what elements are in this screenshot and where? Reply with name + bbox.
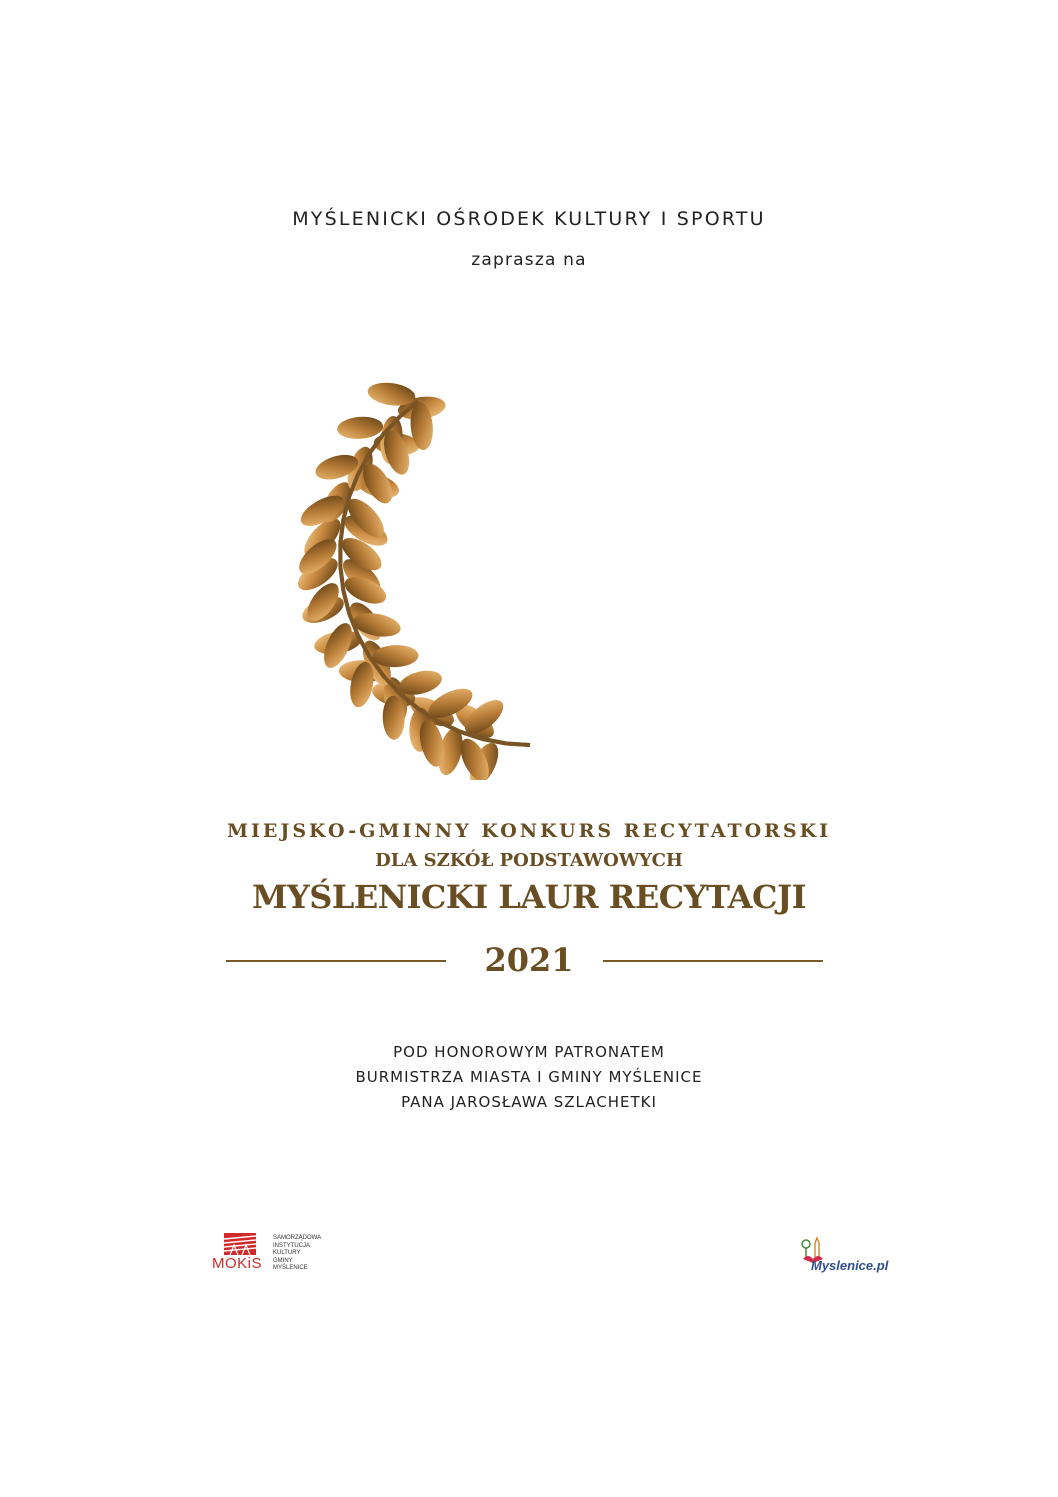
- organizer-heading: MYŚLENICKI OŚRODEK KULTURY I SPORTU: [292, 208, 766, 230]
- patronage-line2: BURMISTRZA MIASTA I GMINY MYŚLENICE: [355, 1068, 703, 1086]
- mokis-logo: [210, 1233, 340, 1278]
- patronage-line3: PANA JAROSŁAWA SZLACHETKI: [401, 1093, 657, 1111]
- wreath-leaf: [336, 415, 384, 440]
- mokis-mark-icon: [224, 1233, 256, 1255]
- mokis-caption-line: GMINY: [273, 1257, 293, 1264]
- mokis-caption-line: KULTURY: [273, 1250, 301, 1256]
- divider-right: [603, 960, 823, 962]
- mokis-caption-line: INSTYTUCJA: [273, 1242, 311, 1249]
- invite-text: zaprasza na: [471, 250, 587, 270]
- mokis-caption: [273, 1235, 321, 1273]
- myslenice-name: Myslenice.pl: [811, 1258, 889, 1273]
- myslenice-logo: [793, 1235, 889, 1280]
- mokis-caption-line: SAMORZĄDOWA: [273, 1235, 322, 1241]
- event-subtitle-line2: DLA SZKÓŁ PODSTAWOWYCH: [375, 850, 683, 871]
- event-year: 2021: [484, 941, 574, 979]
- laurel-wreath-icon: [275, 340, 785, 780]
- mokis-caption-line: MYŚLENICE: [273, 1265, 308, 1271]
- event-subtitle-line1: MIEJSKO-GMINNY KONKURS RECYTATORSKI: [226, 820, 832, 842]
- event-title: MYŚLENICKI LAUR RECYTACJI: [251, 878, 807, 916]
- mokis-name: MOKiS: [212, 1255, 263, 1272]
- patronage-line1: POD HONOROWYM PATRONATEM: [393, 1043, 665, 1061]
- patronage-block: [0, 1040, 1058, 1115]
